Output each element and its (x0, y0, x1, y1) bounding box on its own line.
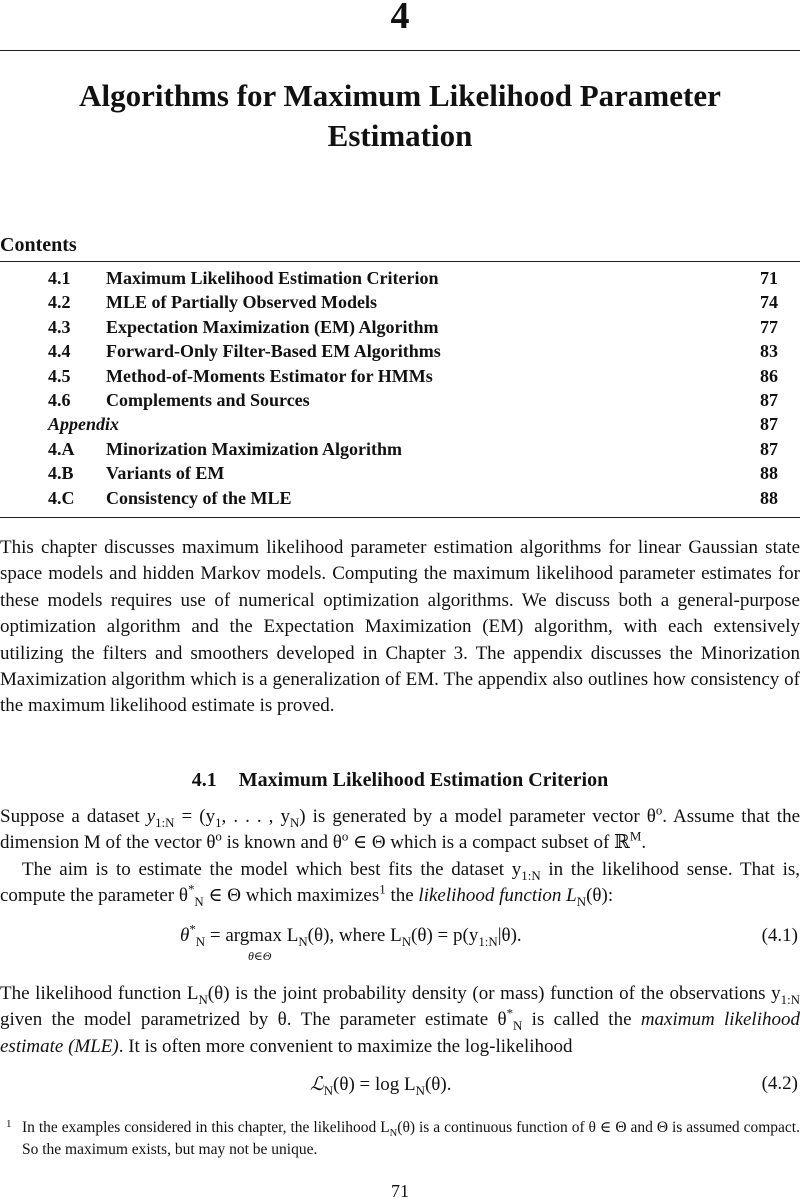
toc-entry[interactable] (0, 315, 800, 339)
toc-entry-page: 74 (760, 292, 778, 313)
equation-4-1 (0, 921, 800, 965)
toc-entry[interactable] (0, 339, 800, 363)
equation-label: (4.1) (761, 925, 798, 946)
toc-entry[interactable] (0, 486, 800, 510)
section-heading (0, 767, 800, 793)
toc-entry-number: 4.B (48, 463, 74, 484)
toc-entry-number: 4.5 (48, 365, 71, 386)
page-number: 71 (391, 1181, 409, 1201)
toc-entry-number: 4.C (48, 487, 75, 508)
toc-entry-number: 4.3 (48, 316, 71, 337)
section-number: 4.1 (191, 769, 217, 791)
toc-entry-title: Variants of EM (106, 463, 225, 484)
toc-entry-number: 4.1 (48, 268, 71, 288)
toc-entry-number: Appendix (48, 414, 120, 435)
contents-heading: Contents (0, 234, 77, 256)
toc-entry-page: 71 (760, 268, 778, 288)
paragraph-aim: The aim is to estimate the model which best fits the dataset $y_{1:N}$ in the likelihood sense. That is, compute the parameter $\theta^*_N$ ∈ Θ which maximizes$^1$ the likelihood function $L_N(\theta)$: (0, 859, 800, 910)
toc-entry-title: Maximum Likelihood Estimation Criterion (106, 268, 439, 288)
top-rule (0, 50, 800, 51)
footnote-text: In the examples considered in this chapter, the likelihood $L_N(\theta)$ is a continuous function of θ ∈ Θ and Θ is assumed compact. So the maximum exists, but may not be unique. (22, 1119, 800, 1158)
toc-entry-number: 4.6 (48, 389, 71, 410)
toc-entry-title: Forward-Only Filter-Based EM Algorithms (106, 341, 441, 362)
toc-entry-page: 86 (760, 365, 778, 386)
toc-entry-title: MLE of Partially Observed Models (106, 292, 377, 313)
toc-entry-number: 4.4 (48, 341, 71, 362)
toc-entry-page: 87 (760, 438, 778, 459)
toc-entry-page: 83 (760, 341, 778, 362)
toc-entry[interactable] (0, 388, 800, 412)
chapter-number: 4 (390, 0, 410, 37)
toc-entry-page: 87 (760, 389, 778, 410)
toc-entry-number: 4.A (48, 438, 75, 459)
chapter-title: Algorithms for Maximum Likelihood Parameter Estimation (79, 78, 721, 153)
toc-entry-number: 4.2 (48, 292, 71, 313)
toc-entry-title: Consistency of the MLE (106, 487, 292, 508)
toc-entry-appendix[interactable] (0, 412, 800, 436)
toc-entry-title: Complements and Sources (106, 389, 310, 410)
toc-entry-page: 88 (760, 463, 778, 484)
paragraph-likelihood: The likelihood function $L_N(\theta)$ is the joint probability density (or mass) function of the observations $y_{1:N}$ given the model parametrized by θ. The parameter estimate $\theta^*_N$ is called the maximum likelihood estimate (MLE). It is often more convenient to maximize the log-likelihood (0, 983, 800, 1057)
toc-entry-title: Expectation Maximization (EM) Algorithm (106, 316, 439, 337)
toc-entry-page: 87 (760, 414, 778, 435)
paragraph-dataset: Suppose a dataset $y_{1:N} = (y_1$, . . . , $y_N$) is generated by a model parameter vector $\theta^o$. Assume that the dimension M of the vector $\theta^o$ is known and $\theta^o$ ∈ Θ which is a compact subset of ℝ$^M$. (0, 802, 800, 854)
equation-body: ℒ$_N$(θ) = $\log L_N(\theta)$. (310, 1074, 452, 1098)
toc-entry[interactable] (0, 266, 800, 290)
equation-label: (4.2) (761, 1073, 798, 1094)
table-of-contents (0, 266, 800, 510)
footnote-reference[interactable]: 1 (379, 882, 386, 898)
toc-entry-page: 77 (760, 316, 778, 337)
footnote-mark: 1 (6, 1118, 12, 1130)
toc-entry[interactable] (0, 437, 800, 461)
toc-entry-title: Minorization Maximization Algorithm (106, 438, 402, 459)
intro-paragraph: This chapter discusses maximum likelihood parameter estimation algorithms for linear Gaussian state space models and hidden Markov models. Computing the maximum likelihood parameter estimates for these models requires use of numerical optimization algorithms. We discuss both a general-purpose optimization algorithm and the Expectation Maximization (EM) algorithm, with each extensively utilizing the filters and smoothers developed in Chapter 3. The appendix discusses the Minorization Maximization algorithm which is a generalization of EM. The appendix also outlines how consistency of the maximum likelihood estimate is proved. (0, 537, 800, 717)
argmax-subscript: θ∈Θ (248, 949, 272, 963)
toc-entry-page: 88 (760, 487, 778, 508)
equation-body: $\theta^*_N = argmax$ $L_N(\theta)$, where $L_N(\theta) = p(y_{1:N}|\theta)$. (180, 921, 522, 949)
toc-entry[interactable] (0, 461, 800, 485)
toc-entry[interactable] (0, 290, 800, 314)
contents-bottom-rule (0, 517, 800, 518)
equation-4-2 (0, 1073, 800, 1113)
contents-top-rule (0, 261, 800, 262)
toc-entry-title: Method-of-Moments Estimator for HMMs (106, 365, 433, 386)
toc-entry[interactable] (0, 364, 800, 388)
section-title: Maximum Likelihood Estimation Criterion (238, 769, 609, 791)
